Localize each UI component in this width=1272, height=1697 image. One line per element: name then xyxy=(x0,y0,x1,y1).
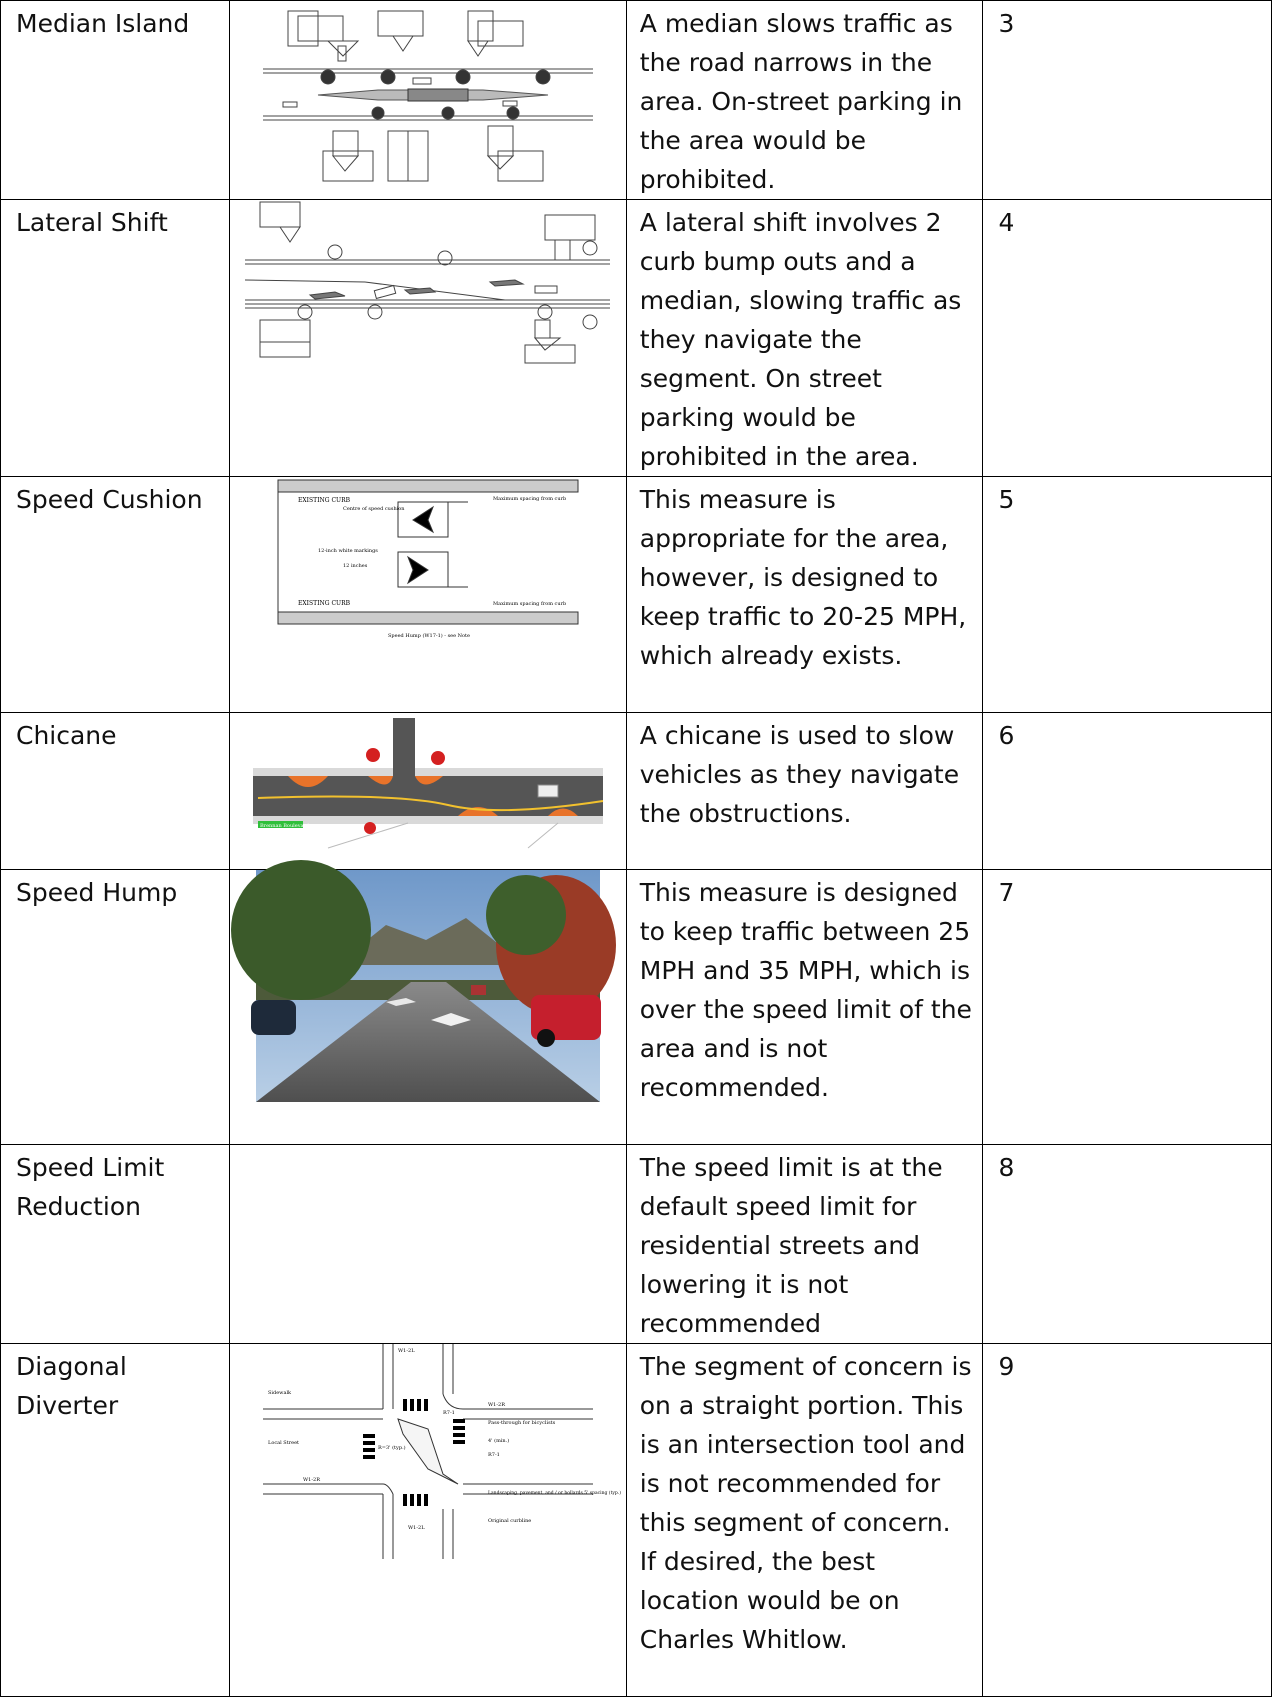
table-row xyxy=(1,713,1272,870)
diverter-w12r-right-label: W1-2R xyxy=(487,1402,505,1408)
cushion-curb-bottom-label: EXISTING CURB xyxy=(297,600,350,607)
table-row xyxy=(1,477,1272,713)
table-row xyxy=(1,1,1272,200)
diverter-typ-label: R=3' (typ.) xyxy=(377,1445,406,1451)
measure-rank: 5 xyxy=(983,477,1272,713)
diverter-r71-b-label: R7-1 xyxy=(487,1452,500,1458)
measure-name: Speed Limit Reduction xyxy=(1,1145,230,1344)
diverter-landscaping-label: Landscaping, pavement, and / or bollards 5' spacing (typ.) xyxy=(487,1491,621,1496)
lateral-shift-diagram xyxy=(229,200,626,477)
diverter-passthrough-label: Pass-through for bicyclists xyxy=(487,1420,556,1426)
measure-rank: 6 xyxy=(983,713,1272,870)
cushion-spacing-bottom-label: Maximum spacing from curb xyxy=(492,601,566,607)
measure-description: A median slows traffic as the road narrows in the area. On-street parking in the area would be prohibited. xyxy=(626,1,983,200)
diverter-min-label: 4' (min.) xyxy=(487,1438,509,1444)
chicane-diagram xyxy=(229,713,626,870)
diverter-r71-a-label: R7-1 xyxy=(442,1410,455,1416)
measure-description: A chicane is used to slow vehicles as they navigate the obstructions. xyxy=(626,713,983,870)
measure-rank: 3 xyxy=(983,1,1272,200)
measure-rank: 4 xyxy=(983,200,1272,477)
table-row xyxy=(1,1145,1272,1344)
cushion-curb-top-label: EXISTING CURB xyxy=(297,497,350,504)
diverter-w12r-left-label: W1-2R xyxy=(302,1477,320,1483)
measure-description: The segment of concern is on a straight portion. This is an intersection tool and is not recommended for this segment of concern. If desired, the best location would be on Charles Whitlow. xyxy=(626,1344,983,1697)
diverter-local-label: Local Street xyxy=(267,1440,299,1446)
cushion-spacing-top-label: Maximum spacing from curb xyxy=(492,496,566,502)
cushion-inches-label: 12 inches xyxy=(342,563,368,569)
measure-description: This measure is designed to keep traffic between 25 MPH and 35 MPH, which is over the speed limit of the area and is not recommended. xyxy=(626,870,983,1145)
measure-description: This measure is appropriate for the area, however, is designed to keep traffic to 20-25 MPH, which already exists. xyxy=(626,477,983,713)
cushion-sign-label: Speed Hump (W17-1) - see Note xyxy=(387,633,470,639)
table-row xyxy=(1,870,1272,1145)
diverter-curbline-label: Original curbline xyxy=(487,1518,532,1524)
measure-name: Diagonal Diverter xyxy=(1,1344,230,1697)
measure-name: Median Island xyxy=(1,1,230,200)
diagonal-diverter-diagram xyxy=(229,1344,626,1697)
diverter-sidewalk-label: Sidewalk xyxy=(267,1390,291,1396)
measure-description: A lateral shift involves 2 curb bump outs and a median, slowing traffic as they navigate the segment. On street parking would be prohibited in the area. xyxy=(626,200,983,477)
measure-rank: 7 xyxy=(983,870,1272,1145)
measure-description: The speed limit is at the default speed limit for residential streets and lowering it is not recommended xyxy=(626,1145,983,1344)
cushion-center-label: Centre of speed cushion xyxy=(342,506,405,512)
table-row xyxy=(1,200,1272,477)
cushion-markings-label: 12-inch white markings xyxy=(317,548,378,554)
empty-image-cell xyxy=(229,1145,626,1344)
chicane-road-label: Brennan Boulevard xyxy=(259,823,309,829)
measure-rank: 8 xyxy=(983,1145,1272,1344)
measure-name: Speed Cushion xyxy=(1,477,230,713)
measure-rank: 9 xyxy=(983,1344,1272,1697)
table-row xyxy=(1,1344,1272,1697)
speed-cushion-diagram xyxy=(229,477,626,713)
measure-name: Speed Hump xyxy=(1,870,230,1145)
speed-hump-photo xyxy=(229,870,626,1145)
measure-name: Lateral Shift xyxy=(1,200,230,477)
median-island-diagram xyxy=(229,1,626,200)
diverter-w12l-bottom-label: W1-2L xyxy=(407,1525,425,1531)
measure-name: Chicane xyxy=(1,713,230,870)
diverter-w12l-top-label: W1-2L xyxy=(397,1348,415,1354)
